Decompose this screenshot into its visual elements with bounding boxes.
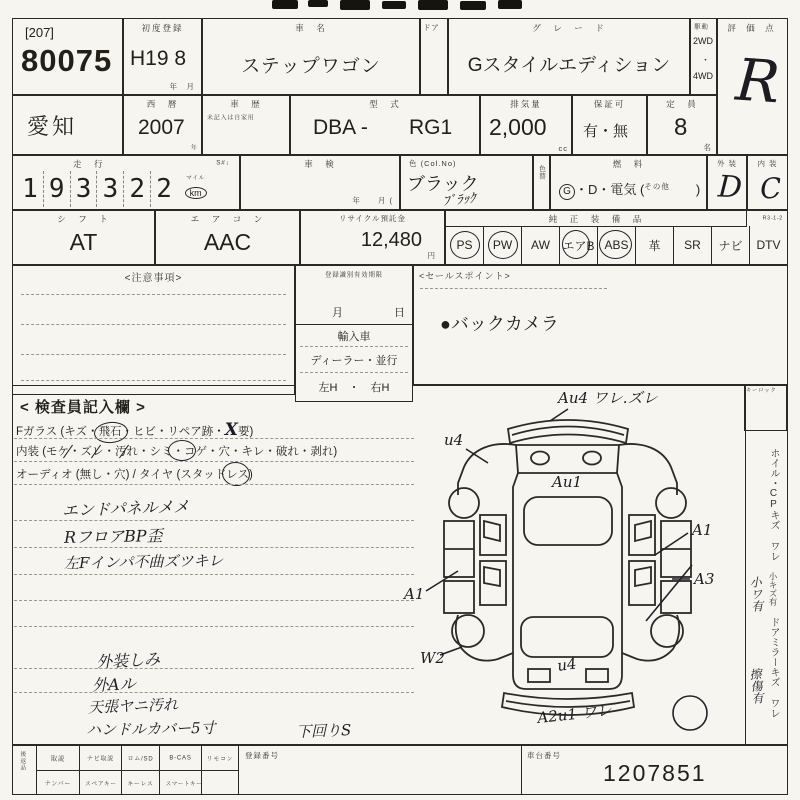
warranty-cell: [572, 95, 647, 155]
mirror-note: ドアミラーキズ ワレ: [768, 617, 779, 718]
inspector-audio-line: オーディオ (無し・穴) / タイヤ (スタッドレス): [16, 466, 253, 482]
bottom-cell-navi-manual: ナビ取説: [86, 754, 115, 763]
import-label: 輸入車: [337, 331, 371, 343]
shaken-cell: [240, 155, 400, 210]
damage-mark-tailgate: u4: [556, 654, 578, 675]
mileage-digit: 1: [17, 171, 44, 207]
shift-cell: [12, 210, 155, 265]
history-note: 未記入は自家用: [207, 113, 255, 122]
first-registration-unit: 年 月: [169, 82, 195, 91]
sales-point-value: ●バックカメラ: [440, 314, 559, 334]
bottom-table: [12, 745, 788, 795]
bottom-cell-spare-key: スペアキー: [85, 780, 117, 787]
sidebar-notes: [766, 448, 781, 738]
lot-bracket: [207]: [25, 25, 54, 40]
inspector-interior-line: 内装 (モケ・ズレ・汚れ・シミ・コゲ・穴・キレ・破れ・剥れ): [16, 443, 337, 459]
inspector-hand-note-right: 下回りS: [295, 721, 352, 741]
inspector-hand-note: 外Aル: [91, 674, 136, 695]
exterior-label: 外 装: [716, 159, 738, 168]
history-label: 車 歴: [230, 99, 262, 109]
inspector-glass-line: Fガラス (キズ・飛石 ・ヒビ・リペア跡・X要): [16, 420, 253, 440]
mileage-digits: [17, 171, 177, 207]
inspector-hand-note: 外装しみ: [95, 649, 161, 672]
sales-point-cell: [413, 265, 788, 385]
registration-number-label: 登録番号: [245, 751, 279, 760]
mileage-digit: 2: [124, 171, 151, 207]
wheel-note-2: 小キズ有: [768, 572, 778, 606]
shift-value: AT: [69, 229, 98, 255]
inspector-hand-note: エンドパネルメメ: [61, 496, 190, 521]
equipment-item-ps: PS: [446, 226, 484, 264]
equipment-item-abs: ABS: [598, 226, 636, 264]
displacement-cell: [480, 95, 572, 155]
aircon-cell: [155, 210, 300, 265]
recycle-cell: [300, 210, 445, 265]
mile-label: マイル: [186, 174, 206, 181]
damage-mark-front-bumper: Au4 ワレ.ズレ: [558, 389, 658, 407]
glass-hand-x: X: [224, 420, 238, 440]
warranty-value: 有・無: [583, 123, 629, 140]
damage-mark-left-front: A1: [404, 585, 425, 603]
warranty-label: 保証可: [593, 99, 626, 109]
model-cell: [290, 95, 480, 155]
car-name-label: 車 名: [295, 23, 327, 33]
hand-circle: [599, 230, 632, 259]
bottom-cell-keyless: キーレス: [127, 779, 154, 788]
first-registration-label: 初度登録: [141, 23, 184, 33]
exterior-grade: D: [717, 169, 743, 206]
interior-grade: C: [758, 171, 783, 206]
hand-circle: [488, 231, 518, 259]
equipment-item-aw: AW: [522, 226, 560, 264]
car-name: ステップワゴン: [241, 56, 381, 77]
prefecture-cell: [12, 95, 123, 155]
equipment-items: [446, 226, 787, 264]
bottom-cell-manual: 取説: [50, 754, 66, 763]
fuel-close: ): [695, 182, 701, 197]
bottom-cell-smart-key: スマートキー: [165, 780, 203, 787]
handle-position-label: 左H ・ 右H: [318, 382, 390, 394]
model-code: RG1: [409, 116, 453, 139]
equipment-cell: [445, 210, 788, 265]
mileage-digit: 3: [71, 171, 98, 207]
mileage-label: 走 行: [73, 159, 105, 169]
drive-option-2wd: 2WD: [693, 36, 713, 46]
damage-mark-rear-bumper: A2u1 ワレ: [536, 701, 613, 727]
dealer-parallel-label: ディーラー・並行: [310, 355, 398, 367]
sidebar: [745, 385, 788, 745]
hand-circle: [560, 228, 592, 261]
bottom-cell-number-plate: ナンバー: [44, 779, 72, 788]
prefecture: 愛知: [27, 114, 78, 139]
exterior-cell: [707, 155, 747, 210]
grade-label: グ レ ー ド: [532, 23, 606, 33]
inspector-hand-note: RフロアBP歪: [63, 526, 163, 547]
bottom-cell-bcas: B-CAS: [169, 753, 192, 762]
color-value: ブラック: [407, 174, 479, 194]
recycle-unit: 円: [427, 251, 436, 260]
color-hand-note: ﾌﾞﾗｯｸ: [442, 191, 477, 210]
aircon-value: AAC: [203, 229, 252, 255]
equipment-item-navi: ナビ: [712, 226, 750, 264]
equipment-item-airbag: エアB: [560, 226, 598, 264]
damage-marks: [402, 389, 714, 727]
keylock-cell: [744, 384, 787, 431]
capacity-cell: [647, 95, 717, 155]
keylock-label: キーロック: [746, 387, 777, 394]
notices-cell: [12, 265, 295, 395]
equipment-item-pw: PW: [484, 226, 522, 264]
damage-mark-hood: Au1: [552, 473, 583, 491]
fuel-value: [559, 179, 700, 200]
capacity-unit: 名: [703, 143, 712, 152]
inspector-hand-note: ハンドルカバー5寸: [85, 718, 216, 740]
bottom-cell-rom-sd: ロム/SD: [127, 754, 154, 763]
model-prefix: DBA -: [313, 116, 368, 139]
first-registration-value: H19 8: [130, 47, 187, 70]
inspector-hand-note: 天張ヤニ汚れ: [87, 695, 179, 717]
sales-point-label: <セールスポイント>: [419, 271, 511, 281]
aircon-label: エ ア コ ン: [190, 214, 265, 224]
car-damage-diagram: [400, 383, 745, 743]
lot-cell: [12, 18, 123, 95]
registration-expiry-label: 登録識別有効期限: [325, 270, 383, 279]
shaken-unit: 年 月 (: [352, 196, 393, 205]
grade-value: Gスタイルエディション: [467, 55, 671, 76]
year-cell: [123, 95, 202, 155]
damage-mark-right-front: A1: [692, 521, 713, 539]
hand-circle: [450, 231, 480, 259]
month-label: 月: [332, 307, 343, 319]
door-cell: [420, 18, 448, 95]
score-grade: R: [733, 45, 782, 117]
drive-label: 駆動: [694, 22, 709, 31]
damage-mark-left-rear: W2: [420, 649, 445, 667]
sidebar-hand-note: 擦傷有: [747, 667, 765, 705]
equipment-item-leather: 革: [636, 226, 674, 264]
fuel-cell: [550, 155, 707, 210]
drive-dot: ・: [701, 55, 711, 65]
mileage-cell: [12, 155, 240, 210]
fuel-label: 燃 料: [612, 159, 645, 169]
capacity-label: 定 員: [666, 99, 698, 109]
equipment-label: 純 正 装 備 品: [548, 214, 644, 224]
damage-mark-right-rear: A3: [694, 570, 715, 588]
model-label: 型 式: [369, 99, 401, 109]
recycle-value: 12,480: [360, 229, 422, 251]
bottom-cell-remote: リモコン: [206, 754, 234, 763]
interior-label: 内 装: [757, 159, 778, 168]
damage-mark-left-mirror: u4: [444, 431, 464, 449]
score-cell: [717, 18, 788, 155]
displacement-value: 2,000: [489, 114, 547, 140]
km-label: km: [185, 187, 207, 199]
car-name-cell: [202, 18, 420, 95]
color-cell: [400, 155, 533, 210]
year-value: 2007: [138, 116, 185, 139]
history-cell: [202, 95, 290, 155]
chassis-number-label: 車台番号: [527, 751, 561, 760]
score-label: 評 価 点: [727, 23, 778, 33]
capacity-value: 8: [674, 114, 688, 141]
door-label: ドア: [423, 23, 440, 32]
interior-cell: [747, 155, 788, 210]
mileage-digit: 3: [97, 171, 124, 207]
lot-number: 80075: [21, 43, 113, 78]
day-label: 日: [394, 307, 405, 319]
mileage-digit: 2: [156, 174, 172, 204]
equipment-code: R3-1-2: [762, 214, 783, 221]
displacement-label: 排気量: [510, 99, 542, 109]
inspector-title: < 検査員記入欄 >: [20, 399, 146, 416]
color-change-cell: [533, 155, 550, 210]
fuel-other: その他: [644, 182, 670, 191]
equipment-item-sr: SR: [674, 226, 712, 264]
mileage-s-mark: S#↓: [216, 158, 230, 167]
color-label: 色 (Col.No): [409, 159, 457, 168]
grade-cell: [448, 18, 690, 95]
inspector-hand-note: 左Fインパ不曲ズツキレ: [63, 551, 224, 573]
registration-expiry-cell: [295, 265, 413, 402]
chassis-number: 1207851: [603, 760, 707, 786]
equipment-item-dtv: DTV: [756, 238, 781, 252]
mileage-digit: 9: [44, 171, 71, 207]
year-label: 西 暦: [146, 99, 179, 109]
return-items-label: 後返品: [19, 751, 27, 771]
fuel-gasoline: G: [559, 184, 575, 200]
shift-label: シ フ ト: [57, 214, 110, 224]
sidebar-hand-note: 小ワ有: [747, 575, 765, 613]
glass-circled-word: 飛石: [98, 426, 121, 438]
recycle-label: リサイクル預託金: [339, 214, 406, 223]
fuel-rest: ・D・電気 (: [575, 182, 645, 197]
first-registration-cell: [123, 18, 202, 95]
year-unit: 年: [190, 143, 198, 152]
drive-cell: [690, 18, 717, 95]
wheel-note: ホイル・CPキズ ワレ: [768, 448, 779, 561]
notices-label: <注意事項>: [124, 273, 183, 284]
hand-circle: [168, 440, 196, 461]
shaken-label: 車 検: [304, 159, 336, 169]
color-change-label: 色替: [538, 164, 547, 181]
displacement-unit: cc: [558, 144, 568, 153]
drive-option-4wd: 4WD: [693, 71, 713, 81]
km-badge: [183, 172, 208, 201]
